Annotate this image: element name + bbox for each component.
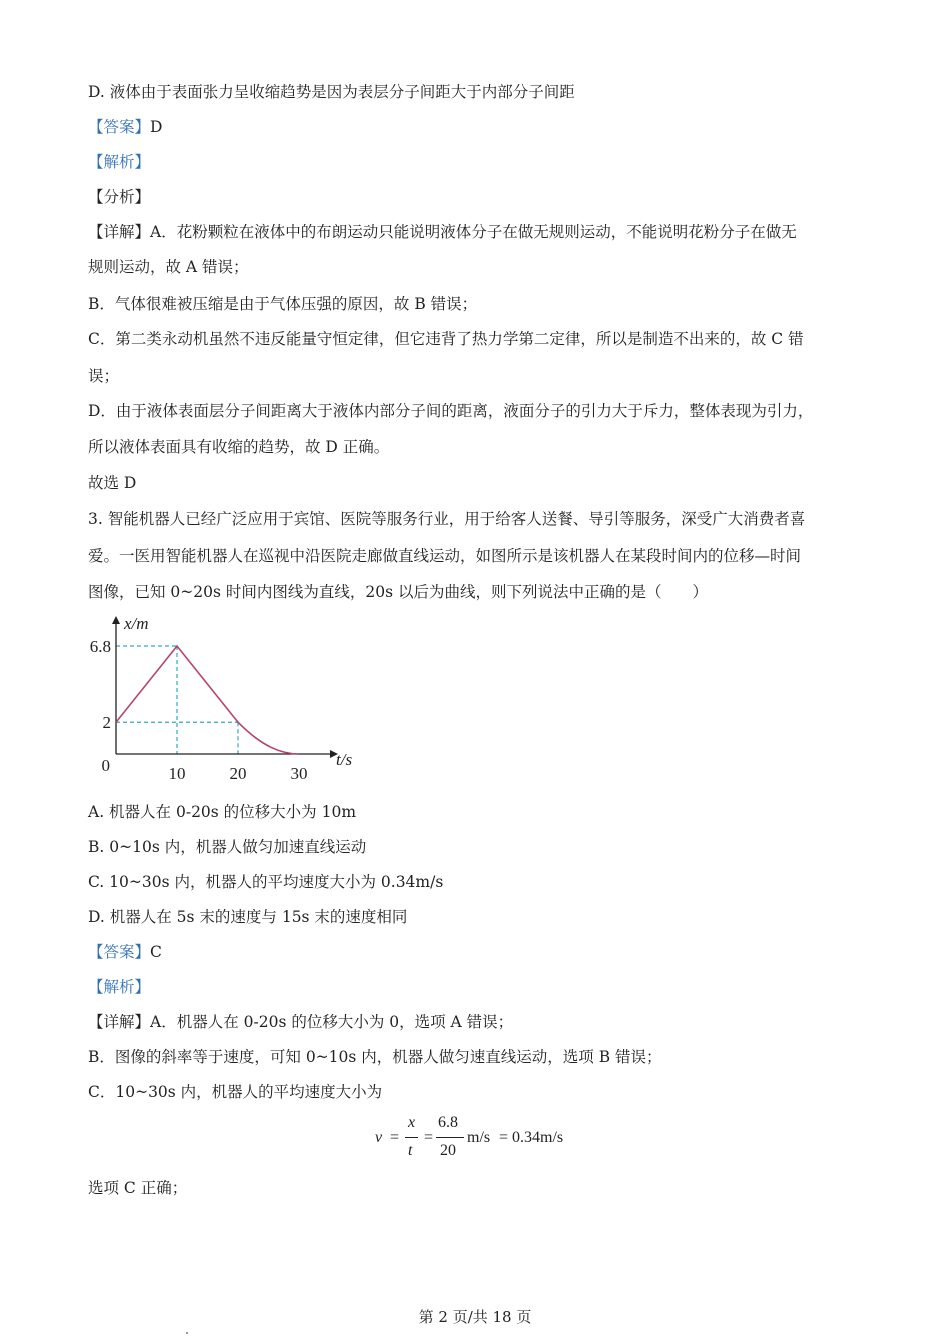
y-axis-label: x/m <box>124 614 149 633</box>
detail-a-cont: 规则运动，故 A 错误； <box>88 258 249 276</box>
answer-value: C <box>150 943 162 961</box>
fraction-bar-2 <box>436 1137 464 1138</box>
formula-num-x: x <box>408 1114 416 1131</box>
analysis-tag-2: 【解析】 <box>88 978 151 996</box>
question-3-line2: 爱。一医用智能机器人在巡视中沿医院走廊做直线运动，如图所示是该机器人在某段时间内的位移—时间 <box>88 547 802 565</box>
option-d: D. 机器人在 5s 末的速度与 15s 末的速度相同 <box>88 908 408 926</box>
option-c: C. 10~30s 内，机器人的平均速度大小为 0.34m/s <box>88 873 444 891</box>
answer-tag: 【答案】 <box>88 118 151 136</box>
fenxi-heading: 【分析】 <box>88 188 151 206</box>
analysis-tag-1: 【解析】 <box>88 153 151 171</box>
option-d-text: D. 液体由于表面张力呈收缩趋势是因为表层分子间距大于内部分子间距 <box>88 83 575 101</box>
formula-unit: m/s <box>467 1129 491 1146</box>
formula-den-value: 20 <box>440 1142 456 1159</box>
velocity-formula <box>372 1114 602 1166</box>
fraction-bar-1 <box>405 1137 418 1138</box>
displacement-time-chart <box>78 606 378 792</box>
answer-value: D <box>150 118 163 136</box>
question-3-line1: 3. 智能机器人已经广泛应用于宾馆、医院等服务行业，用于给客人送餐、导引等服务，深受广大消费者喜 <box>88 510 806 528</box>
choose-d: 故选 D <box>88 474 137 492</box>
detail-c: C．第二类永动机虽然不违反能量守恒定律，但它违背了热力学第二定律，所以是制造不出来的，故 C 错 <box>88 330 804 348</box>
detail-d: D．由于液体表面层分子间距离大于液体内部分子间的距离，液面分子的引力大于斥力，整体表现为引力， <box>88 402 814 420</box>
x-tick-label: 10 <box>168 764 186 783</box>
answer-tag: 【答案】 <box>88 943 151 961</box>
question-3-line3: 图像，已知 0~20s 时间内图线为直线，20s 以后为曲线，则下列说法中正确的是（ ） <box>88 583 708 601</box>
detail2-a: 【详解】A．机器人在 0-20s 的位移大小为 0，选项 A 错误； <box>88 1013 514 1031</box>
origin-label: 0 <box>101 756 110 775</box>
detail2-c: C．10~30s 内，机器人的平均速度大小为 <box>88 1083 383 1101</box>
answer-line-1 <box>88 117 162 137</box>
formula-result: 0.34m/s <box>512 1129 564 1146</box>
page-footer: 第 2 页/共 18 页 <box>418 1308 532 1326</box>
formula-v: v <box>375 1129 383 1146</box>
detail2-b: B．图像的斜率等于速度，可知 0~10s 内，机器人做匀速直线运动，选项 B 错误； <box>88 1048 662 1066</box>
formula-eq1: = <box>390 1129 400 1146</box>
detail-d-cont: 所以液体表面具有收缩的趋势，故 D 正确。 <box>88 438 390 456</box>
scan-dot <box>186 1332 188 1334</box>
option-a: A. 机器人在 0-20s 的位移大小为 10m <box>88 803 357 821</box>
formula-eq3: = <box>499 1129 509 1146</box>
detail-b: B．气体很难被压缩是由于气体压强的原因，故 B 错误； <box>88 295 478 313</box>
x-tick-label: 30 <box>290 764 308 783</box>
option-b: B. 0~10s 内，机器人做匀加速直线运动 <box>88 838 367 856</box>
formula-eq2: = <box>424 1129 434 1146</box>
answer-line-2 <box>88 942 162 962</box>
detail-a: 【详解】A．花粉颗粒在液体中的布朗运动只能说明液体分子在做无规则运动，不能说明花粉分子在做无 <box>88 223 797 241</box>
x-axis-label: t/s <box>336 750 353 769</box>
detail-c-cont: 误； <box>88 367 120 385</box>
formula-den-t: t <box>408 1142 413 1159</box>
x-tick-label: 20 <box>229 764 247 783</box>
chart-series-curve <box>116 646 299 754</box>
formula-num-value: 6.8 <box>438 1114 458 1131</box>
y-tick-label: 6.8 <box>89 637 111 656</box>
detail2-c-conclusion: 选项 C 正确； <box>88 1179 188 1197</box>
y-tick-label: 2 <box>102 713 111 733</box>
